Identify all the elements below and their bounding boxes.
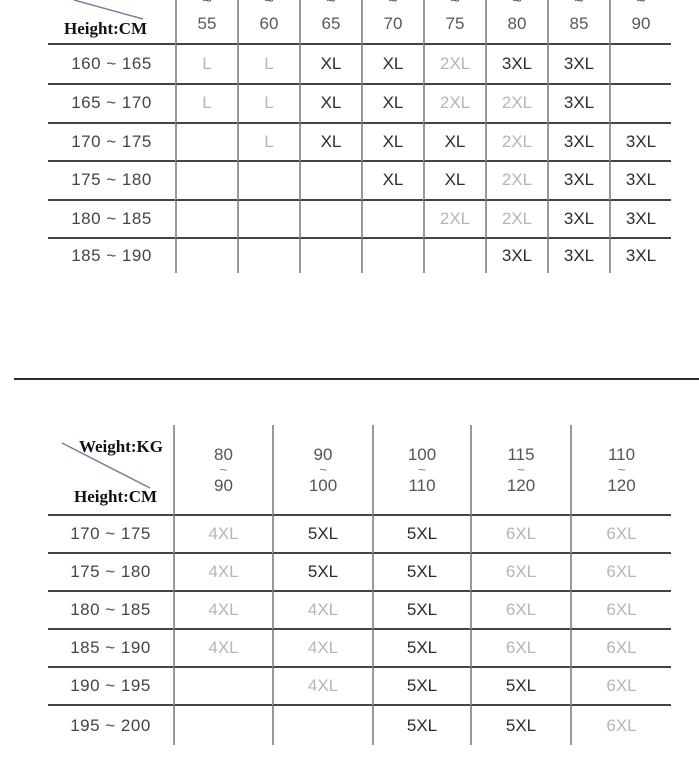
column-header <box>361 0 423 45</box>
size-cell <box>361 201 423 240</box>
range-to: 120 <box>506 475 536 495</box>
size-cell: XL <box>361 162 423 201</box>
column-header <box>272 425 372 516</box>
size-cell <box>237 239 299 273</box>
size-cell: 3XL <box>609 201 671 240</box>
size-cell: 3XL <box>547 45 609 86</box>
range-tilde: ~ <box>617 461 626 477</box>
size-cell: L <box>237 45 299 86</box>
size-cell: 6XL <box>570 592 671 630</box>
size-cell: 2XL <box>423 85 485 124</box>
column-header <box>175 0 237 45</box>
column-header <box>485 0 547 45</box>
section-divider <box>14 378 699 380</box>
size-cell <box>609 45 671 86</box>
size-cell: 5XL <box>272 516 372 554</box>
size-cell: 4XL <box>173 554 272 592</box>
column-header <box>299 0 361 45</box>
size-cell <box>237 162 299 201</box>
size-cell: 2XL <box>485 124 547 163</box>
size-cell: XL <box>361 124 423 163</box>
size-cell: 3XL <box>485 239 547 273</box>
tilde-cut-mark: ~ <box>574 0 584 10</box>
size-cell <box>299 162 361 201</box>
tilde-cut-mark: ~ <box>636 0 646 10</box>
size-cell <box>272 706 372 745</box>
size-cell <box>423 239 485 273</box>
row-label: 180 ~ 185 <box>48 592 173 630</box>
column-header-value: 70 <box>383 13 403 33</box>
size-cell: L <box>175 45 237 86</box>
size-cell: 6XL <box>570 668 671 706</box>
size-cell: 6XL <box>570 706 671 745</box>
range-from: 115 <box>507 444 535 464</box>
size-cell <box>299 239 361 273</box>
column-header <box>470 425 570 516</box>
row-label: 190 ~ 195 <box>48 668 173 706</box>
size-cell <box>361 239 423 273</box>
size-cell: XL <box>299 85 361 124</box>
size-cell: 5XL <box>372 554 470 592</box>
size-cell <box>175 239 237 273</box>
range-from: 100 <box>407 444 437 464</box>
size-cell: 5XL <box>372 630 470 668</box>
size-cell: 3XL <box>609 162 671 201</box>
row-label: 180 ~ 185 <box>48 201 175 240</box>
row-label: 175 ~ 180 <box>48 162 175 201</box>
row-label: 160 ~ 165 <box>48 45 175 86</box>
size-cell: L <box>237 85 299 124</box>
column-header <box>547 0 609 45</box>
range-from: 110 <box>607 444 636 464</box>
column-header <box>173 425 272 516</box>
range-to: 90 <box>214 475 233 495</box>
size-cell: 3XL <box>609 239 671 273</box>
size-cell: 5XL <box>372 592 470 630</box>
column-header-value: 55 <box>197 13 217 33</box>
row-label: 185 ~ 190 <box>71 245 152 265</box>
tilde-cut-mark: ~ <box>264 0 274 10</box>
range-to: 100 <box>308 475 338 495</box>
column-header-value: 75 <box>445 13 465 33</box>
range-to: 110 <box>408 475 436 495</box>
size-cell: 5XL <box>372 668 470 706</box>
size-cell <box>173 668 272 706</box>
size-cell: 4XL <box>272 668 372 706</box>
column-header-value: 60 <box>259 13 279 33</box>
column-header <box>372 425 470 516</box>
size-table-lower <box>48 425 671 745</box>
size-cell: 3XL <box>547 124 609 163</box>
size-cell: 4XL <box>173 630 272 668</box>
column-header-value: 90 <box>631 13 651 33</box>
size-cell: 5XL <box>272 554 372 592</box>
row-label: 175 ~ 180 <box>48 554 173 592</box>
range-to: 120 <box>607 475 636 495</box>
size-cell: 3XL <box>547 85 609 124</box>
size-cell <box>237 201 299 240</box>
size-cell: 2XL <box>423 201 485 240</box>
corner-cell <box>48 425 173 516</box>
row-label: 170 ~ 175 <box>48 516 173 554</box>
row-label: 185 ~ 190 <box>48 630 173 668</box>
size-cell: 4XL <box>173 592 272 630</box>
corner-cell <box>48 0 175 45</box>
size-cell <box>299 201 361 240</box>
range-tilde: ~ <box>319 461 327 477</box>
size-cell: 5XL <box>470 668 570 706</box>
size-cell: 3XL <box>547 162 609 201</box>
size-cell: XL <box>299 124 361 163</box>
corner-label-height-cm: Height:CM <box>64 18 148 38</box>
column-header <box>570 425 671 516</box>
size-cell: 2XL <box>423 45 485 86</box>
column-header-value: 65 <box>321 13 341 33</box>
size-cell: 6XL <box>470 516 570 554</box>
size-cell: 4XL <box>272 592 372 630</box>
row-label: 170 ~ 175 <box>48 124 175 163</box>
range-tilde: ~ <box>418 461 426 477</box>
column-header-value: 80 <box>507 13 527 33</box>
size-cell: XL <box>423 162 485 201</box>
size-cell: 4XL <box>173 516 272 554</box>
range-tilde: ~ <box>219 461 228 477</box>
column-header-value: 85 <box>569 13 589 33</box>
corner-label-height-cm: Height:CM <box>74 487 158 506</box>
size-cell: 6XL <box>470 554 570 592</box>
size-cell: 4XL <box>272 630 372 668</box>
size-cell <box>175 201 237 240</box>
size-cell <box>175 124 237 163</box>
size-cell <box>173 706 272 745</box>
row-label: 195 ~ 200 <box>70 715 151 735</box>
size-cell: L <box>175 85 237 124</box>
size-cell: XL <box>361 45 423 86</box>
size-cell: 3XL <box>485 45 547 86</box>
size-cell <box>175 162 237 201</box>
column-header <box>423 0 485 45</box>
size-cell: 5XL <box>372 516 470 554</box>
size-cell: XL <box>361 85 423 124</box>
size-cell: 2XL <box>485 85 547 124</box>
size-cell: 6XL <box>570 516 671 554</box>
size-cell: XL <box>423 124 485 163</box>
size-cell: XL <box>299 45 361 86</box>
size-cell <box>609 85 671 124</box>
size-cell: 5XL <box>372 706 470 745</box>
size-cell: 3XL <box>547 201 609 240</box>
row-label: 165 ~ 170 <box>48 85 175 124</box>
column-header <box>609 0 671 45</box>
size-cell: 2XL <box>485 162 547 201</box>
size-cell: 2XL <box>485 201 547 240</box>
size-table-upper <box>48 0 671 272</box>
size-cell: 6XL <box>470 630 570 668</box>
tilde-cut-mark: ~ <box>388 0 398 10</box>
tilde-cut-mark: ~ <box>450 0 460 10</box>
size-cell: 6XL <box>570 554 671 592</box>
tilde-cut-mark: ~ <box>512 0 522 10</box>
range-tilde: ~ <box>517 461 525 477</box>
size-cell: L <box>237 124 299 163</box>
size-cell: 6XL <box>470 592 570 630</box>
column-header <box>237 0 299 45</box>
range-from: 90 <box>313 444 333 464</box>
tilde-cut-mark: ~ <box>202 0 212 10</box>
size-cell: 3XL <box>609 124 671 163</box>
tilde-cut-mark: ~ <box>326 0 336 10</box>
range-from: 80 <box>214 444 233 464</box>
size-cell: 6XL <box>570 630 671 668</box>
corner-label-weight-kg: Weight:KG <box>78 437 163 456</box>
size-cell: 5XL <box>470 706 570 745</box>
size-cell: 3XL <box>547 239 609 273</box>
